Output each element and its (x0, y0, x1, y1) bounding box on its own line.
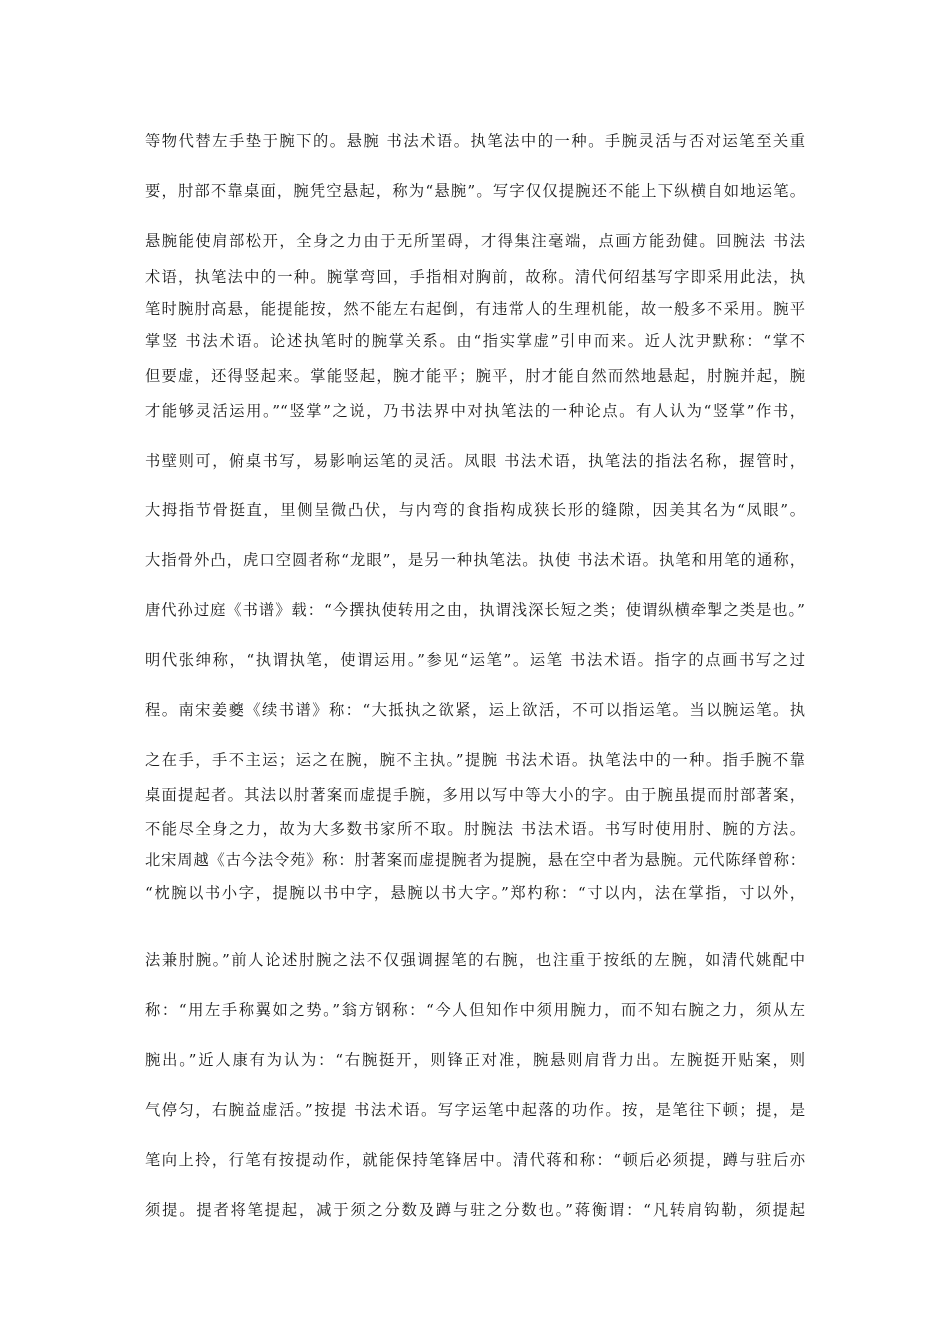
text-line: 北宋周越《古今法令苑》称：肘著案而虚提腕者为提腕，悬在空中者为悬腕。元代陈绎曾称： (145, 851, 805, 869)
text-line: 但要虚，还得竖起来。掌能竖起，腕才能平；腕平，肘才能自然而然地悬起，肘腕并起，腕 (145, 367, 805, 385)
text-line: 称：“用左手称翼如之势。”翁方钢称：“今人但知作中须用腕力，而不知右腕之力，须从左 (145, 1001, 805, 1019)
text-line: 法兼肘腕。”前人论述肘腕之法不仅强调握笔的右腕，也注重于按纸的左腕，如清代姚配中 (145, 951, 805, 969)
text-line: 大指骨外凸，虎口空圆者称“龙眼”，是另一种执笔法。执使 书法术语。执笔和用笔的通称， (145, 551, 805, 569)
text-line: 唐代孙过庭《书谱》载：“今撰执使转用之由，执谓浅深长短之类；使谓纵横牵掣之类是也。” (145, 601, 805, 619)
text-line: “枕腕以书小字，提腕以书中字，悬腕以书大字。”郑杓称：“寸以内，法在掌指，寸以外， (145, 884, 805, 902)
text-line: 掌竖 书法术语。论述执笔时的腕掌关系。由“指实掌虚”引申而来。近人沈尹默称：“掌不 (145, 332, 805, 350)
text-line: 桌面提起者。其法以肘著案而虚提手腕，多用以写中等大小的字。由于腕虽提而肘部著案， (145, 786, 805, 804)
text-line: 笔向上拎，行笔有按提动作，就能保持笔锋居中。清代蒋和称：“顿后必须提，蹲与驻后亦 (145, 1151, 805, 1169)
text-line: 要，肘部不靠桌面，腕凭空悬起，称为“悬腕”。写字仅仅提腕还不能上下纵横自如地运笔。 (145, 182, 805, 200)
text-line: 须提。提者将笔提起，减于须之分数及蹲与驻之分数也。”蒋衡谓：“凡转肩钩勒，须提起 (145, 1201, 805, 1219)
text-line: 明代张绅称，“执谓执笔，使谓运用。”参见“运笔”。运笔 书法术语。指字的点画书写之过 (145, 651, 805, 669)
text-line: 笔时腕肘高悬，能提能按，然不能左右起倒，有违常人的生理机能，故一般多不采用。腕平 (145, 300, 805, 318)
text-line: 术语，执笔法中的一种。腕掌弯回，手指相对胸前，故称。清代何绍基写字即采用此法，执 (145, 268, 805, 286)
text-line: 之在手，手不主运；运之在腕，腕不主执。”提腕 书法术语。执笔法中的一种。指手腕不靠 (145, 751, 805, 769)
text-line: 腕出。”近人康有为认为：“右腕挺开，则锋正对准，腕悬则肩背力出。左腕挺开贴案，则 (145, 1051, 805, 1069)
text-line: 等物代替左手垫于腕下的。悬腕 书法术语。执笔法中的一种。手腕灵活与否对运笔至关重 (145, 132, 805, 150)
text-line: 程。南宋姜夔《续书谱》称：“大抵执之欲紧，运上欲活，不可以指运笔。当以腕运笔。执 (145, 701, 805, 719)
text-line: 气停匀，右腕益虚活。”按提 书法术语。写字运笔中起落的功作。按，是笔往下顿；提，是 (145, 1101, 805, 1119)
text-line: 不能尽全身之力，故为大多数书家所不取。肘腕法 书法术语。书写时使用肘、腕的方法。 (145, 820, 805, 838)
text-line: 书壁则可，俯桌书写，易影响运笔的灵活。凤眼 书法术语，执笔法的指法名称，握管时， (145, 452, 805, 470)
text-line: 大拇指节骨挺直，里侧呈微凸伏，与内弯的食指构成狭长形的缝隙，因美其名为“凤眼”。 (145, 501, 805, 519)
text-line: 悬腕能使肩部松开，全身之力由于无所罣碍，才得集注毫端，点画方能劲健。回腕法 书法 (145, 232, 805, 250)
text-line: 才能够灵活运用。”“竖掌”之说，乃书法界中对执笔法的一种论点。有人认为“竖掌”作书， (145, 402, 805, 420)
